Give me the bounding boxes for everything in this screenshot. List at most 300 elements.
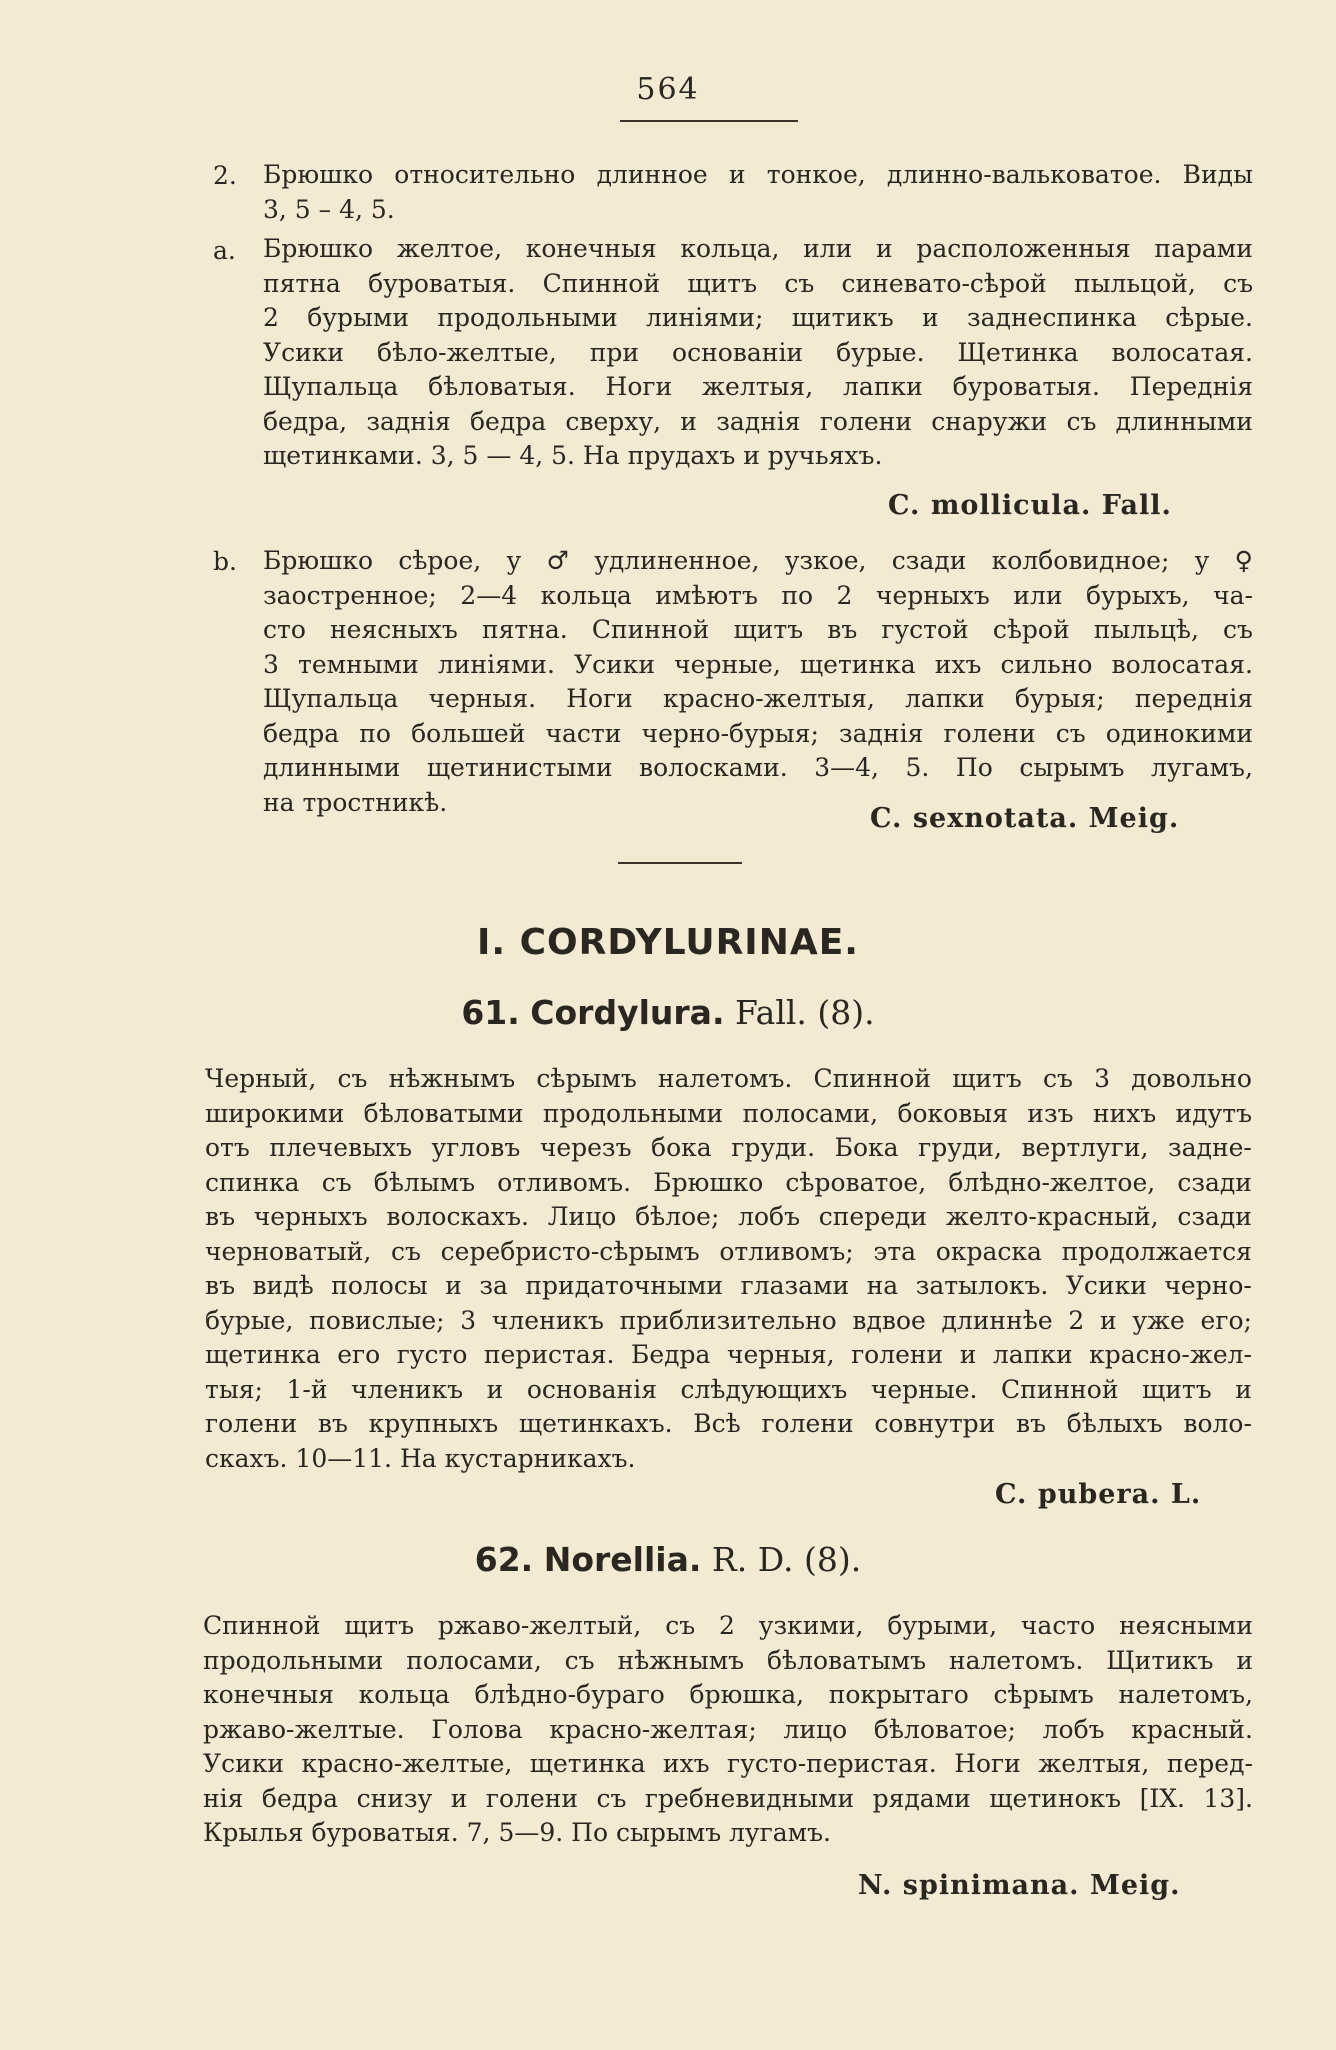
word: бурые. bbox=[836, 337, 925, 367]
genus-heading bbox=[0, 993, 1336, 1032]
word: бурыя; bbox=[1014, 684, 1105, 713]
genus-name: Cordylura. bbox=[530, 993, 725, 1032]
word: Виды bbox=[1182, 160, 1253, 189]
word: густо-перистая. bbox=[727, 1749, 937, 1778]
word: Щетинка bbox=[957, 337, 1079, 367]
word: длинными bbox=[263, 753, 401, 782]
species-name: N. spinimana. Meig. bbox=[858, 1870, 1181, 1901]
word: заостренное; bbox=[263, 580, 437, 610]
subfamily-heading: I. CORDYLURINAE. bbox=[477, 922, 859, 963]
word: отъ bbox=[205, 1133, 250, 1162]
word: довольно bbox=[1131, 1064, 1252, 1093]
word: отливомъ; bbox=[719, 1236, 854, 1266]
word: красно-желтыя, bbox=[662, 684, 875, 713]
word: съ bbox=[337, 1064, 368, 1093]
word: рядами bbox=[872, 1783, 971, 1813]
word: перистая. bbox=[483, 1340, 615, 1369]
word: желто-красный, bbox=[945, 1202, 1159, 1231]
word: тонкое, bbox=[766, 160, 866, 189]
word: волосатая. bbox=[1111, 649, 1253, 679]
text-line bbox=[205, 1200, 1252, 1235]
species-name: C. pubera. L. bbox=[995, 1479, 1202, 1510]
word: густо bbox=[396, 1340, 468, 1369]
word: боковыя bbox=[897, 1098, 1008, 1128]
text-line bbox=[203, 1782, 1253, 1817]
word: Спинной bbox=[591, 615, 710, 644]
word: и bbox=[728, 160, 746, 189]
word: большей bbox=[411, 718, 526, 748]
word: придаточными bbox=[525, 1271, 724, 1300]
word: ржаво-желтые. bbox=[203, 1714, 405, 1744]
word: черныхъ bbox=[875, 580, 990, 610]
word: длинно-вальковатое. bbox=[886, 160, 1162, 189]
word: заднія bbox=[716, 406, 801, 436]
word: красно-жел- bbox=[1089, 1340, 1252, 1369]
word: продольными bbox=[542, 1098, 724, 1128]
word: и bbox=[486, 1374, 504, 1404]
word: 13]. bbox=[1203, 1783, 1253, 1813]
word: и bbox=[1236, 1645, 1253, 1675]
word: голени bbox=[205, 1409, 298, 1438]
word: съ bbox=[665, 1611, 696, 1640]
word: узкое, bbox=[784, 546, 867, 575]
word: съ bbox=[1043, 1064, 1073, 1093]
word: вертлуги, bbox=[1021, 1133, 1149, 1162]
text-line bbox=[263, 648, 1253, 683]
genus-number: 62. bbox=[474, 1540, 534, 1579]
word: въ bbox=[827, 615, 858, 644]
word: уже bbox=[1132, 1305, 1185, 1335]
word: бѣло-желтые, bbox=[377, 337, 557, 367]
word: волосатая. bbox=[1111, 337, 1253, 367]
word: полосами, bbox=[406, 1645, 542, 1675]
genus-species-count: (8). bbox=[804, 1540, 862, 1579]
word: 2 bbox=[719, 1611, 735, 1640]
word: нія bbox=[203, 1783, 244, 1813]
word: угловъ bbox=[431, 1133, 521, 1162]
word: перед- bbox=[1166, 1749, 1253, 1778]
word: имѣютъ bbox=[655, 580, 758, 610]
word: Спинной bbox=[813, 1064, 932, 1093]
text-line bbox=[203, 1644, 1253, 1679]
word: и bbox=[922, 303, 939, 332]
word: пыльцой, bbox=[1074, 268, 1196, 298]
word: голени bbox=[819, 406, 912, 436]
word: пятна. bbox=[481, 615, 568, 644]
word: заднія bbox=[839, 718, 924, 748]
text-line bbox=[263, 301, 1253, 336]
word: эта bbox=[873, 1236, 917, 1266]
word: щитъ bbox=[952, 1064, 1022, 1093]
word: щетинка bbox=[205, 1340, 321, 1369]
word: щетинка bbox=[529, 1749, 646, 1778]
word: тыя; bbox=[205, 1374, 263, 1404]
word: Щупальца bbox=[263, 372, 399, 401]
word: Брюшко bbox=[653, 1167, 764, 1197]
word: щетинистыми bbox=[426, 753, 613, 782]
word: желтыя, bbox=[702, 372, 814, 401]
word: затылокъ. bbox=[915, 1271, 1049, 1300]
word: заднія bbox=[366, 406, 451, 436]
word: ♀ bbox=[1234, 546, 1253, 575]
genus-species-count: (8). bbox=[817, 993, 875, 1032]
word: гребневидными bbox=[644, 1783, 855, 1813]
key-item-a-text bbox=[263, 232, 1253, 474]
word: налетомъ, bbox=[1118, 1680, 1253, 1709]
word: черные. bbox=[870, 1374, 978, 1404]
word: въ bbox=[205, 1202, 235, 1231]
word: [IX. bbox=[1139, 1783, 1185, 1813]
word: щитикъ bbox=[791, 303, 894, 332]
word: съ bbox=[1223, 615, 1253, 644]
word: бѣлыхъ bbox=[1066, 1409, 1163, 1438]
word: брюшка, bbox=[689, 1680, 805, 1709]
word: плечевыхъ bbox=[269, 1133, 412, 1162]
genus-description bbox=[203, 1609, 1253, 1851]
word: 2 bbox=[263, 303, 279, 332]
word: колбовидное; bbox=[991, 546, 1170, 575]
word: груди, bbox=[918, 1133, 1002, 1162]
word: спинка bbox=[205, 1167, 300, 1197]
word: Брюшко bbox=[263, 160, 374, 189]
word: расположенныя bbox=[916, 234, 1131, 263]
word: сѣрымъ bbox=[993, 1680, 1094, 1709]
word: одинокими bbox=[1105, 718, 1253, 748]
word: его; bbox=[1200, 1305, 1252, 1335]
text-line bbox=[263, 751, 1253, 786]
word: Спинной bbox=[1000, 1374, 1119, 1404]
word: красно-желтая; bbox=[549, 1714, 757, 1744]
text-line bbox=[263, 158, 1253, 193]
word: ихъ bbox=[662, 1749, 710, 1778]
word: По bbox=[955, 753, 993, 782]
word: въ bbox=[205, 1271, 235, 1300]
word: на bbox=[866, 1271, 899, 1300]
word: лобъ bbox=[738, 1202, 801, 1231]
word: конечныя bbox=[203, 1680, 334, 1709]
word: ♂ bbox=[546, 546, 569, 575]
word: голени bbox=[761, 1409, 854, 1438]
word: ржаво-желтый, bbox=[437, 1611, 642, 1640]
word: бѣловатыми bbox=[363, 1098, 524, 1128]
word: продольными bbox=[203, 1645, 384, 1675]
word: сзади bbox=[891, 546, 967, 575]
species-name: C. mollicula. Fall. bbox=[888, 490, 1172, 521]
word: красно-желтые, bbox=[301, 1749, 513, 1778]
word: лапки bbox=[992, 1340, 1073, 1369]
word: серебристо-сѣрымъ bbox=[440, 1236, 700, 1266]
word: и bbox=[445, 1271, 462, 1300]
word: Черный, bbox=[205, 1064, 317, 1093]
word: желтое, bbox=[396, 234, 503, 263]
word: слѣдующихъ bbox=[680, 1374, 848, 1404]
word: лапки bbox=[843, 372, 923, 401]
word: буроватыя. bbox=[952, 372, 1100, 401]
word: 5. bbox=[905, 753, 930, 782]
word: 3—4, bbox=[814, 753, 879, 782]
word: Щитикъ bbox=[1106, 1645, 1214, 1675]
word: бурыми bbox=[307, 303, 409, 332]
word: линіями; bbox=[645, 303, 764, 332]
text-line bbox=[205, 1407, 1252, 1442]
word: сѣроватое, bbox=[785, 1167, 927, 1197]
word: щитъ bbox=[733, 615, 804, 644]
word: черныя. bbox=[428, 684, 537, 713]
word: сѣрой bbox=[992, 615, 1070, 644]
word: 2 bbox=[1068, 1305, 1085, 1335]
word: блѣдно-желтое, bbox=[948, 1167, 1156, 1197]
word: Голова bbox=[431, 1714, 523, 1744]
word: у bbox=[506, 546, 522, 575]
word: изъ bbox=[1027, 1098, 1074, 1128]
page-number: 564 bbox=[636, 72, 700, 107]
word: бѣловатыя. bbox=[428, 372, 576, 401]
text-line bbox=[263, 232, 1253, 267]
word: волосками. bbox=[639, 753, 788, 782]
genus-heading bbox=[0, 1540, 1336, 1579]
word: бурыхъ, bbox=[1085, 580, 1190, 610]
word: 3 bbox=[263, 649, 279, 679]
text-line bbox=[203, 1609, 1253, 1644]
word: Всѣ bbox=[693, 1409, 741, 1438]
word: основаніи bbox=[672, 337, 804, 367]
word: сильно bbox=[1000, 649, 1093, 679]
word: и bbox=[450, 1783, 468, 1813]
word: пыльцѣ, bbox=[1093, 615, 1199, 644]
word: волоскахъ. bbox=[386, 1202, 529, 1231]
header-rule bbox=[620, 120, 798, 122]
word: совнутри bbox=[874, 1409, 996, 1438]
word: черные, bbox=[674, 649, 781, 679]
word: по bbox=[781, 580, 814, 610]
word: полосы bbox=[331, 1271, 428, 1300]
text-line bbox=[205, 1062, 1252, 1097]
word: 2—4 bbox=[460, 580, 518, 610]
word: щитъ bbox=[1142, 1374, 1212, 1404]
word: неясныхъ bbox=[330, 615, 458, 644]
word: кольца bbox=[540, 580, 632, 610]
word: глазами bbox=[740, 1271, 850, 1300]
word: блѣдно-бураго bbox=[474, 1680, 665, 1709]
word: груди. bbox=[731, 1133, 816, 1162]
word: членикъ bbox=[491, 1305, 604, 1335]
text-line bbox=[263, 717, 1253, 752]
word: окраска bbox=[935, 1236, 1042, 1266]
word: парами bbox=[1154, 234, 1253, 263]
word: Усики bbox=[574, 649, 656, 679]
text-line bbox=[205, 1269, 1252, 1304]
word: буроватыя. bbox=[368, 268, 516, 298]
word: голени bbox=[851, 1340, 944, 1369]
word: сто bbox=[263, 615, 306, 644]
word: красный. bbox=[1131, 1714, 1253, 1744]
word: спереди bbox=[818, 1202, 928, 1231]
word: черноватый, bbox=[205, 1236, 372, 1266]
word: пятна bbox=[263, 268, 341, 298]
word: лобъ bbox=[1042, 1714, 1105, 1744]
word: Щупальца bbox=[263, 684, 399, 713]
text-line bbox=[205, 1338, 1252, 1373]
genus-number: 61. bbox=[461, 993, 520, 1032]
word: сзади bbox=[1177, 1202, 1252, 1231]
text-line bbox=[205, 1131, 1252, 1166]
text-line bbox=[203, 1747, 1253, 1782]
word: 2 bbox=[836, 580, 853, 610]
word: снизу bbox=[356, 1783, 433, 1813]
word: у bbox=[1194, 546, 1210, 575]
key-item-a-label: a. bbox=[213, 236, 236, 265]
word: продолжается bbox=[1061, 1236, 1252, 1266]
word: относительно bbox=[394, 160, 576, 189]
word: щетинокъ bbox=[989, 1783, 1122, 1813]
word: бедра bbox=[261, 1783, 339, 1813]
text-line bbox=[203, 1678, 1253, 1713]
genus-description bbox=[205, 1062, 1252, 1476]
word: бедра bbox=[469, 406, 547, 436]
word: снаружи bbox=[931, 406, 1048, 436]
word: переднія bbox=[1134, 684, 1253, 713]
word: съ bbox=[1223, 268, 1253, 298]
word: крупныхъ bbox=[368, 1409, 499, 1438]
word: бурые, bbox=[205, 1305, 294, 1335]
word: бѣлое; bbox=[635, 1202, 720, 1231]
key-item-2-text bbox=[263, 158, 1253, 227]
word: съ bbox=[1066, 406, 1097, 436]
word: при bbox=[589, 337, 640, 367]
word: задне- bbox=[1168, 1133, 1252, 1162]
text-line: на тростникѣ. bbox=[263, 787, 448, 817]
word: въ bbox=[317, 1409, 348, 1438]
word: приблизительно bbox=[619, 1305, 837, 1335]
word: бѣловатымъ bbox=[766, 1645, 927, 1675]
word: желтыя, bbox=[1038, 1749, 1150, 1778]
word: за bbox=[479, 1271, 508, 1300]
word: бѣлымъ bbox=[373, 1167, 476, 1197]
word: лицо bbox=[783, 1714, 848, 1744]
word: черныя, bbox=[726, 1340, 835, 1369]
word: кольца bbox=[358, 1680, 450, 1709]
word: щетинка bbox=[799, 649, 916, 679]
word: съ bbox=[1055, 718, 1086, 748]
word: сзади bbox=[1177, 1167, 1252, 1197]
word: бока bbox=[651, 1133, 712, 1162]
text-line: Крылья буроватыя. 7, 5—9. По сырымъ лугамъ. bbox=[203, 1818, 831, 1847]
word: часто bbox=[1020, 1611, 1096, 1640]
word: видѣ bbox=[252, 1271, 314, 1300]
word: длиннѣе bbox=[941, 1305, 1053, 1335]
word: и bbox=[1099, 1305, 1117, 1335]
word: удлиненное, bbox=[594, 546, 760, 575]
word: синевато-сѣрой bbox=[841, 268, 1047, 298]
word: съ bbox=[321, 1167, 352, 1197]
word: длинными bbox=[1115, 406, 1253, 436]
word: нѣжнымъ bbox=[388, 1064, 516, 1093]
word: конечныя bbox=[525, 234, 657, 263]
word: Усики bbox=[1065, 1271, 1147, 1300]
word: заднеспинка bbox=[967, 303, 1137, 332]
word: сверху, bbox=[565, 406, 662, 436]
word: его bbox=[337, 1340, 381, 1369]
word: Бедра bbox=[630, 1340, 711, 1369]
word: щитъ bbox=[344, 1611, 415, 1640]
word: идутъ bbox=[1175, 1098, 1252, 1128]
word: голени bbox=[943, 718, 1036, 748]
word: узкими, bbox=[758, 1611, 864, 1640]
word: Ноги bbox=[605, 372, 673, 401]
text-line bbox=[205, 1097, 1252, 1132]
word: отливомъ. bbox=[497, 1167, 632, 1197]
word: сѣрые. bbox=[1165, 303, 1253, 332]
word: полосами, bbox=[742, 1098, 879, 1128]
text-line: скахъ. 10—11. На кустарникахъ. bbox=[205, 1443, 636, 1473]
word: и bbox=[959, 1340, 977, 1369]
word: бѣловатое; bbox=[873, 1714, 1016, 1744]
word: ихъ bbox=[934, 649, 982, 679]
word: продольными bbox=[437, 303, 618, 332]
word: Усики bbox=[263, 337, 345, 367]
word: щитъ bbox=[687, 268, 758, 298]
text-line bbox=[203, 1713, 1253, 1748]
word: кольца, bbox=[680, 234, 780, 263]
word: налетомъ. bbox=[657, 1064, 793, 1093]
text-line bbox=[263, 405, 1253, 440]
word: Лицо bbox=[547, 1202, 617, 1231]
word: Брюшко bbox=[263, 234, 374, 263]
word: широкими bbox=[205, 1098, 345, 1128]
word: лапки bbox=[904, 684, 985, 713]
word: сѣрымъ bbox=[536, 1064, 637, 1093]
word: густой bbox=[881, 615, 969, 644]
word: съ bbox=[596, 1783, 627, 1813]
key-item-b-text bbox=[263, 544, 1253, 820]
word: по bbox=[359, 718, 391, 748]
word: сѣрое, bbox=[398, 546, 482, 575]
word: и bbox=[875, 234, 893, 263]
section-rule bbox=[618, 862, 742, 864]
text-line bbox=[205, 1373, 1252, 1408]
word: щетинкахъ. bbox=[518, 1409, 673, 1438]
text-line bbox=[205, 1235, 1252, 1270]
word: темными bbox=[298, 649, 419, 679]
text-line bbox=[205, 1166, 1252, 1201]
word: основанія bbox=[526, 1374, 657, 1404]
word: 1-й bbox=[286, 1374, 328, 1404]
text-line bbox=[263, 336, 1253, 371]
word: или bbox=[803, 234, 853, 263]
word: нихъ bbox=[1092, 1098, 1157, 1128]
word: длинное bbox=[596, 160, 708, 189]
text-line: 3, 5 – 4, 5. bbox=[263, 194, 395, 224]
text-line bbox=[263, 579, 1253, 614]
word: бедра, bbox=[263, 406, 348, 436]
text-line bbox=[263, 682, 1253, 717]
word: 3 bbox=[1094, 1064, 1111, 1093]
word: Усики bbox=[203, 1749, 285, 1778]
word: съ bbox=[564, 1645, 595, 1675]
word: Ноги bbox=[954, 1749, 1021, 1778]
word: воло- bbox=[1183, 1409, 1252, 1438]
species-name: C. sexnotata. Meig. bbox=[870, 803, 1180, 834]
word: вдвое bbox=[852, 1305, 926, 1335]
word: и bbox=[680, 406, 697, 436]
word: налетомъ. bbox=[948, 1645, 1084, 1675]
word: Спинной bbox=[203, 1611, 321, 1640]
word: Спинной bbox=[542, 268, 661, 298]
word: съ bbox=[391, 1236, 421, 1266]
word: нѣжнымъ bbox=[617, 1645, 745, 1675]
word: бедра bbox=[263, 718, 340, 748]
word: неясными bbox=[1119, 1611, 1253, 1640]
